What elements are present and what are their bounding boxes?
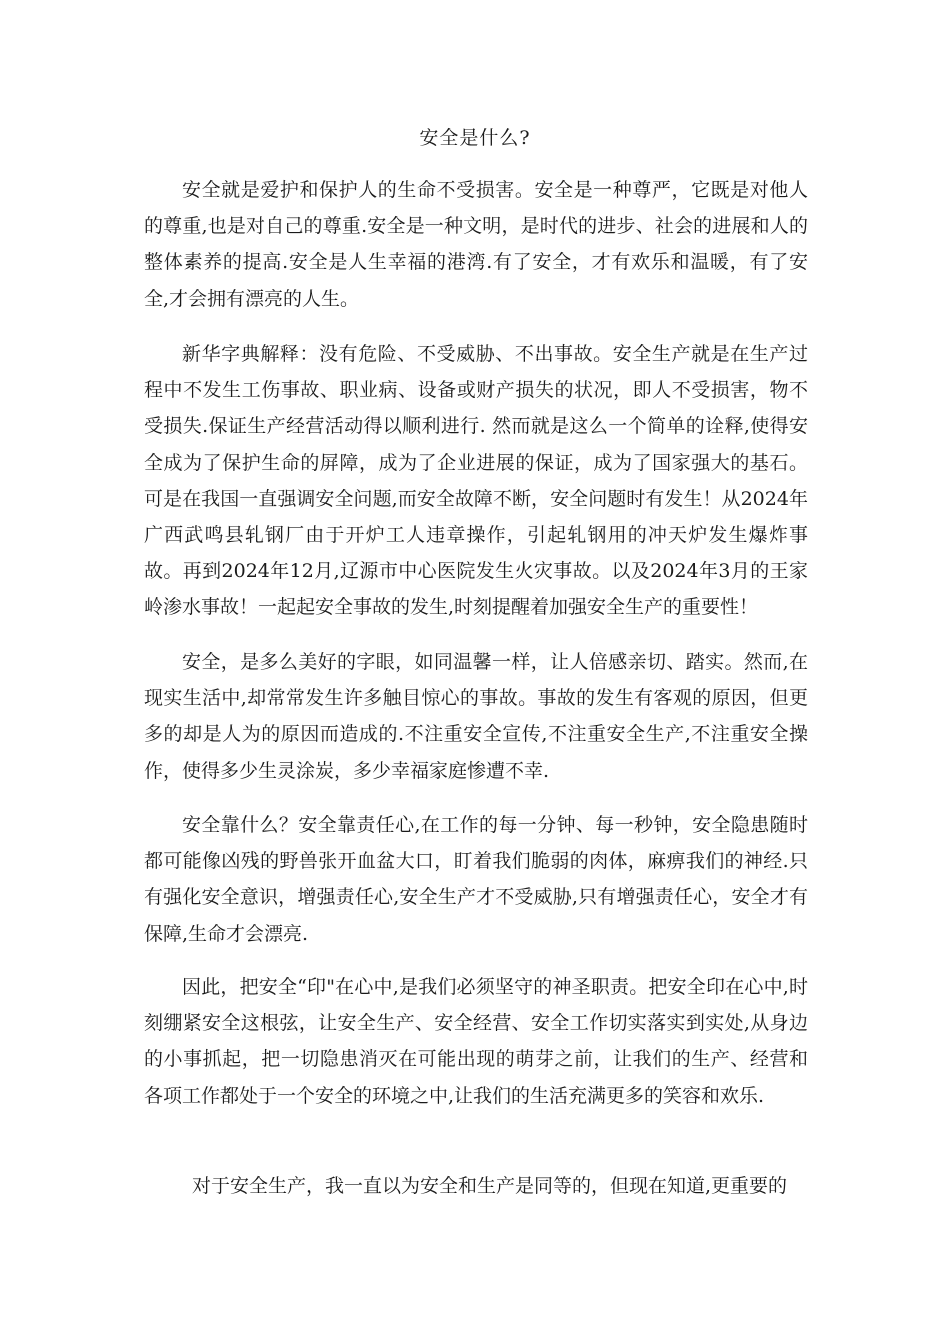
- paragraph-conclusion: 因此，把安全“印"在心中,是我们必须坚守的神圣职责。把安全印在心中,时刻绷紧安全这根弦，让安全生产、安全经营、安全工作切实落实到实处,从身边的小事抓起，把一切隐患消灭在可能出现的萌芽之前，让我们的生产、经营和各项工作都处于一个安全的环境之中,让我们的生活充满更多的笑容和欢乐.: [144, 976, 808, 1107]
- paragraph-dictionary: 新华字典解释：没有危险、不受威胁、不出事故。安全生产就是在生产过程中不发生工伤事故、职业病、设备或财产损失的状况，即人不受损害，物不受损失.保证生产经营活动得以顺利进行. 然而就是这么一个简单的诠释,使得安全成为了保护生命的屏障，成为了企业进展的保证，成为了国家强大的基石。可是在我国一直强调安全问题,而安全故障不断，安全问题时有发生！从2024年广西武鸣县轧钢厂由于开炉工人违章操作，引起轧钢用的冲天炉发生爆炸事故。再到2024年12月,辽源市中心医院发生火灾事故。以及2024年3月的王家岭渗水事故！一起起安全事故的发生,时刻提醒着加强安全生产的重要性！: [144, 343, 808, 619]
- paragraph-accidents: 安全，是多么美好的字眼，如同温馨一样，让人倍感亲切、踏实。然而,在现实生活中,却常常发生许多触目惊心的事故。事故的发生有客观的原因，但更多的却是人为的原因而造成的.不注重安全宣传,不注重安全生产,不注重安全操作，使得多少生灵涂炭，多少幸福家庭惨遭不幸.: [144, 651, 808, 782]
- page-title: 安全是什么?: [419, 127, 531, 149]
- paragraph-definition: 安全就是爱护和保护人的生命不受损害。安全是一种尊严，它既是对他人的尊重,也是对自己的尊重.安全是一种文明，是时代的进步、社会的进展和人的整体素养的提高.安全是人生幸福的港湾.有了安全，才有欢乐和温暖，有了安全,才会拥有漂亮的人生。: [144, 179, 808, 310]
- paragraph-production: 对于安全生产，我一直以为安全和生产是同等的，但现在知道,更重要的: [192, 1175, 788, 1197]
- paragraph-responsibility: 安全靠什么？安全靠责任心,在工作的每一分钟、每一秒钟，安全隐患随时都可能像凶残的野兽张开血盆大口，盯着我们脆弱的肉体，麻痹我们的神经.只有强化安全意识，增强责任心,安全生产才不受威胁,只有增强责任心，安全才有保障,生命才会漂亮.: [144, 814, 808, 945]
